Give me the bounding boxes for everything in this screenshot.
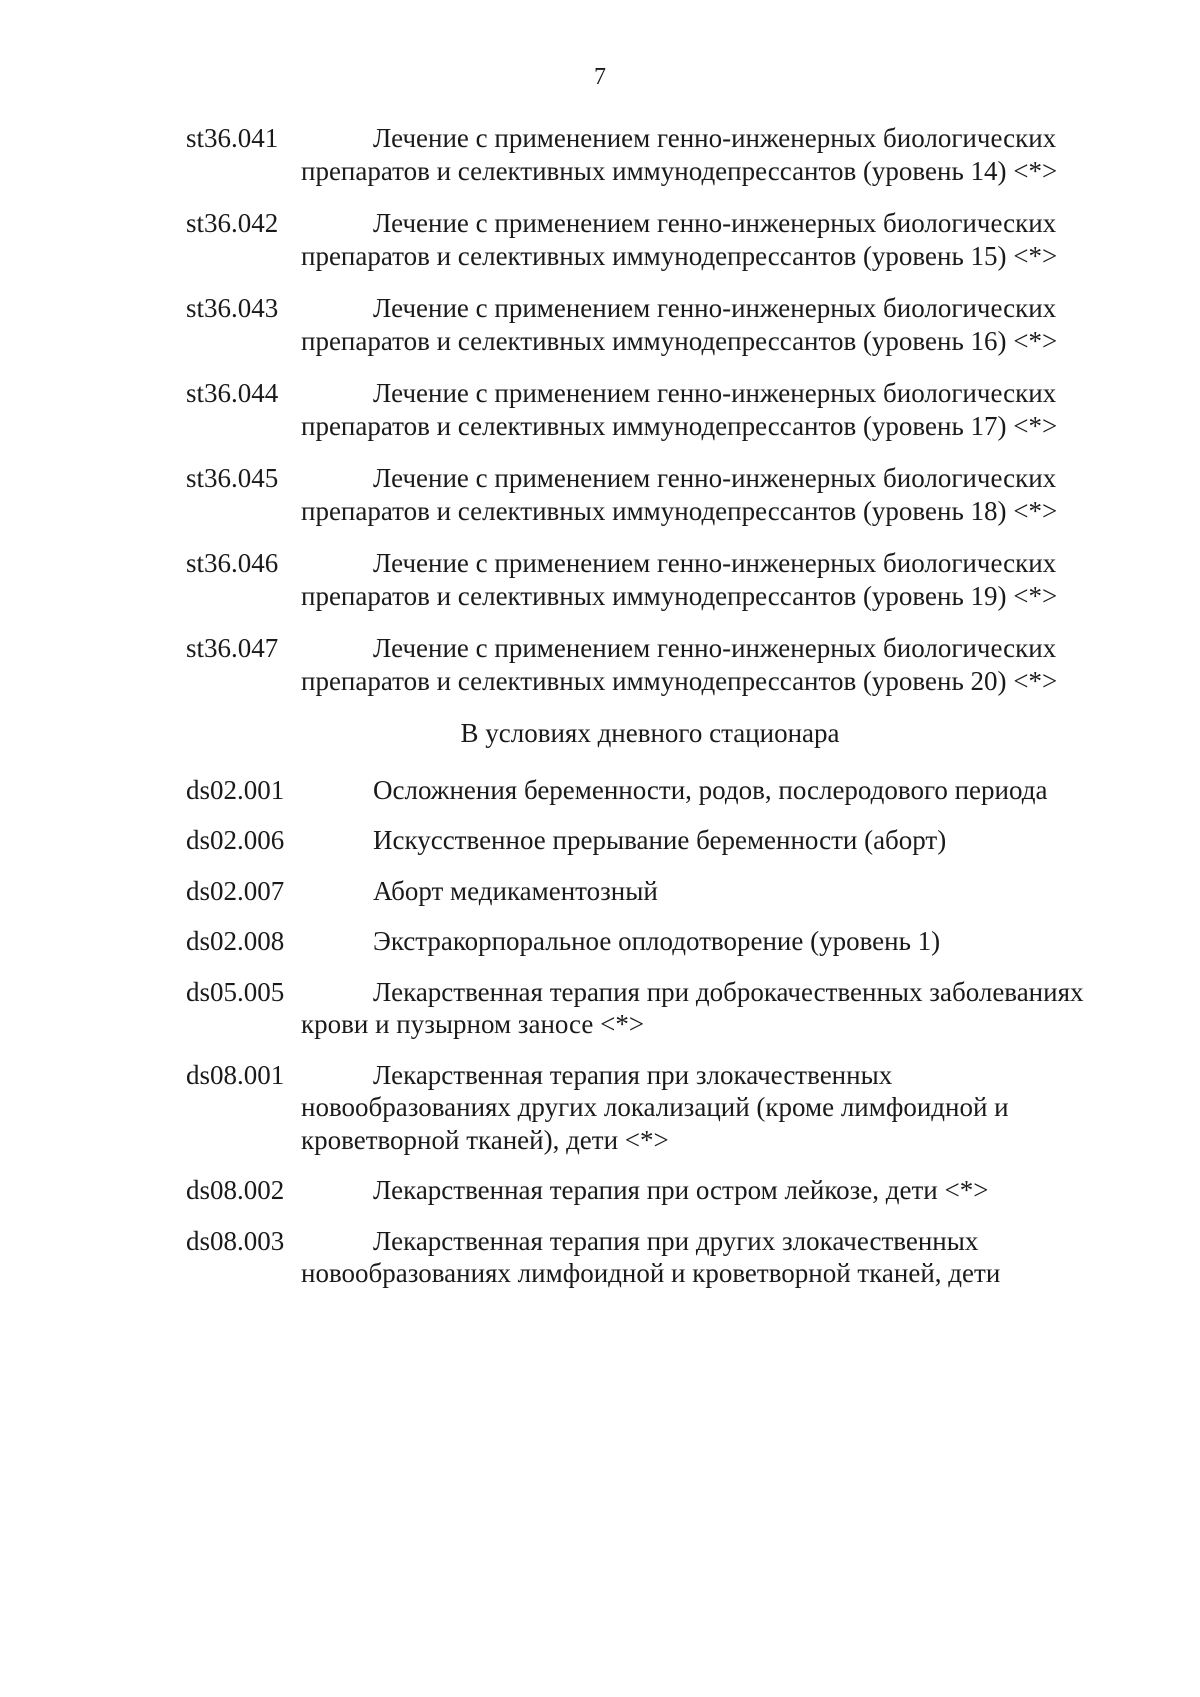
entry-code: st36.046 (186, 548, 279, 578)
entry-code: st36.043 (186, 293, 279, 323)
day-hospital-entries (0, 774, 1200, 1290)
entries-list (0, 122, 1200, 1308)
list-item (0, 824, 1200, 857)
entry-description: Лечение с применением генно-инженерных биологических препаратов и селективных иммунодепрессантов (уровень 20) <*> (301, 633, 1058, 696)
entry-description: Лечение с применением генно-инженерных биологических препаратов и селективных иммунодепрессантов (уровень 14) <*> (301, 123, 1058, 186)
entry-code: ds05.005 (186, 976, 285, 1007)
list-item (0, 207, 1200, 272)
entry-code: ds08.003 (186, 1225, 285, 1256)
entry-code: st36.044 (186, 378, 279, 408)
entry-code: ds08.001 (186, 1059, 285, 1090)
entry-description: Лечение с применением генно-инженерных биологических препаратов и селективных иммунодепрессантов (уровень 19) <*> (301, 548, 1058, 611)
list-item (0, 1225, 1200, 1290)
list-item (0, 122, 1200, 187)
entry-description: Лечение с применением генно-инженерных биологических препаратов и селективных иммунодепрессантов (уровень 18) <*> (301, 463, 1058, 526)
list-item (0, 377, 1200, 442)
entry-code: ds08.002 (186, 1175, 285, 1205)
hospital-entries (0, 122, 1200, 697)
entry-description: Лекарственная терапия при других злокачественных новообразованиях лимфоидной и кроветворной тканей, дети (301, 1225, 1001, 1288)
entry-code: ds02.007 (186, 875, 285, 906)
entry-description: Аборт медикаментозный (373, 875, 658, 906)
entry-code: st36.042 (186, 208, 279, 238)
entry-code: ds02.001 (186, 774, 285, 805)
entry-description: Лекарственная терапия при остром лейкозе, дети <*> (373, 1175, 989, 1205)
entry-code: st36.047 (186, 633, 279, 663)
entry-description: Лечение с применением генно-инженерных биологических препаратов и селективных иммунодепрессантов (уровень 16) <*> (301, 293, 1058, 356)
list-item (0, 976, 1200, 1041)
entry-code: st36.041 (186, 123, 279, 153)
entry-description: Осложнения беременности, родов, послеродового периода (373, 774, 1048, 805)
entry-description: Экстракорпоральное оплодотворение (уровень 1) (373, 926, 941, 956)
entry-description: Лечение с применением генно-инженерных биологических препаратов и селективных иммунодепрессантов (уровень 17) <*> (301, 378, 1058, 441)
list-item (0, 547, 1200, 612)
list-item (0, 462, 1200, 527)
list-item (0, 1059, 1200, 1157)
list-item (0, 292, 1200, 357)
section-heading: В условиях дневного стационара (460, 718, 840, 748)
list-item (0, 875, 1200, 908)
list-item (0, 1174, 1200, 1207)
entry-description: Лечение с применением генно-инженерных биологических препаратов и селективных иммунодепрессантов (уровень 15) <*> (301, 208, 1058, 271)
list-item (0, 925, 1200, 958)
list-item (0, 632, 1200, 697)
entry-code: st36.045 (186, 463, 279, 493)
entry-code: ds02.006 (186, 825, 285, 855)
page-number: 7 (594, 64, 606, 90)
entry-description: Лекарственная терапия при злокачественных новообразованиях других локализаций (кроме лимфоидной и кроветворной тканей), дети <*> (301, 1059, 1009, 1155)
list-item (0, 774, 1200, 807)
entry-description: Лекарственная терапия при доброкачественных заболеваниях крови и пузырном заносе <*> (301, 976, 1084, 1039)
entry-description: Искусственное прерывание беременности (аборт) (373, 825, 947, 855)
entry-code: ds02.008 (186, 926, 285, 956)
